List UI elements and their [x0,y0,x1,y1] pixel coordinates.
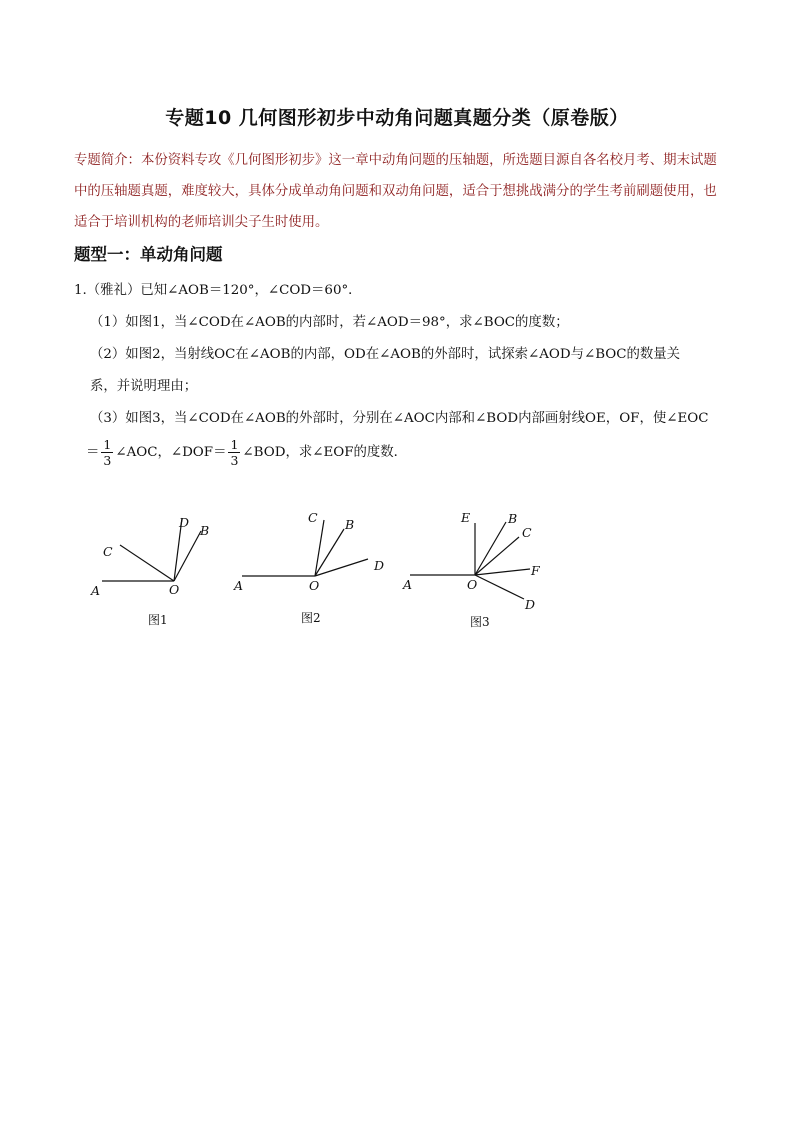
fig2-label-o: O [309,578,320,593]
fig1-label-o: O [169,582,180,597]
problem-part-1: （1）如图1，当∠COD在∠AOB的内部时，若∠AOD＝98°，求∠BOC的度数； [90,315,569,330]
fraction-one-third-a: $\frac{1}{3}$ [103,437,112,468]
section-title: 题型一：单动角问题 [74,245,223,264]
fig2-caption: 图2 [301,611,321,625]
fig3-label-c: C [522,525,532,540]
figure-3 [398,505,558,635]
fig1-label-b: B [200,523,210,538]
fig3-caption: 图3 [470,615,490,629]
problem-part-2-line-1: （2）如图2，当射线OC在∠AOB的内部，OD在∠AOB的外部时，试探索∠AOD与∠BOC的数量关 [90,347,681,362]
fig3-ray-ob [475,522,506,575]
fig3-ray-of [475,569,530,575]
fig3-label-o: O [467,577,478,592]
problem-part-2-line-2: 系，并说明理由； [90,379,198,394]
fig3-label-b: B [508,511,518,526]
equals-sign: ＝ [86,445,100,460]
fig1-label-d: D [179,515,190,530]
fig1-caption: 图1 [148,613,168,627]
figure-1 [80,505,230,635]
fig2-ray-od [315,559,368,576]
page-title: 专题10 几何图形初步中动角问题真题分类（原卷版） [165,107,629,129]
fig1-ray-oc [120,545,174,581]
intro-paragraph: 专题简介：本份资料专攻《几何图形初步》这一章中动角问题的压轴题，所选题目源自各名校月考、期末试题中的压轴题真题，难度较大，具体分成单动角问题和双动角问题，适合于想挑战满分的学生考前刷题使用，也适合于培训机构的老师培训尖子生时使用。 [74,153,717,230]
fraction-one-third-b: $\frac{1}{3}$ [230,437,239,468]
problem-part-3-line-1: （3）如图3，当∠COD在∠AOB的外部时，分别在∠AOC内部和∠BOD内部画射线OE，OF，使∠EOC [90,411,709,426]
figure-2 [228,505,398,635]
fig2-label-d: D [374,558,385,573]
problem-part-3-line-2 [86,437,407,468]
problem-stem: 1.（雅礼）已知∠AOB＝120°，∠COD＝60°． [74,283,362,298]
fig3-label-a: A [403,577,413,592]
fig1-label-c: C [103,544,113,559]
fig2-label-c: C [308,510,318,525]
part-3-end: ∠BOD，求∠EOF的度数． [242,445,408,460]
fig3-label-f: F [531,563,540,578]
fig2-label-b: B [345,517,355,532]
fig3-ray-oc [475,537,519,575]
fig1-ray-ob [174,531,201,581]
fig1-label-a: A [91,583,101,598]
fig3-label-d: D [525,597,536,612]
fig3-label-e: E [461,510,471,525]
part-3-middle: ∠AOC，∠DOF＝ [115,445,227,460]
fig3-ray-od [475,575,524,599]
fig2-label-a: A [234,578,244,593]
